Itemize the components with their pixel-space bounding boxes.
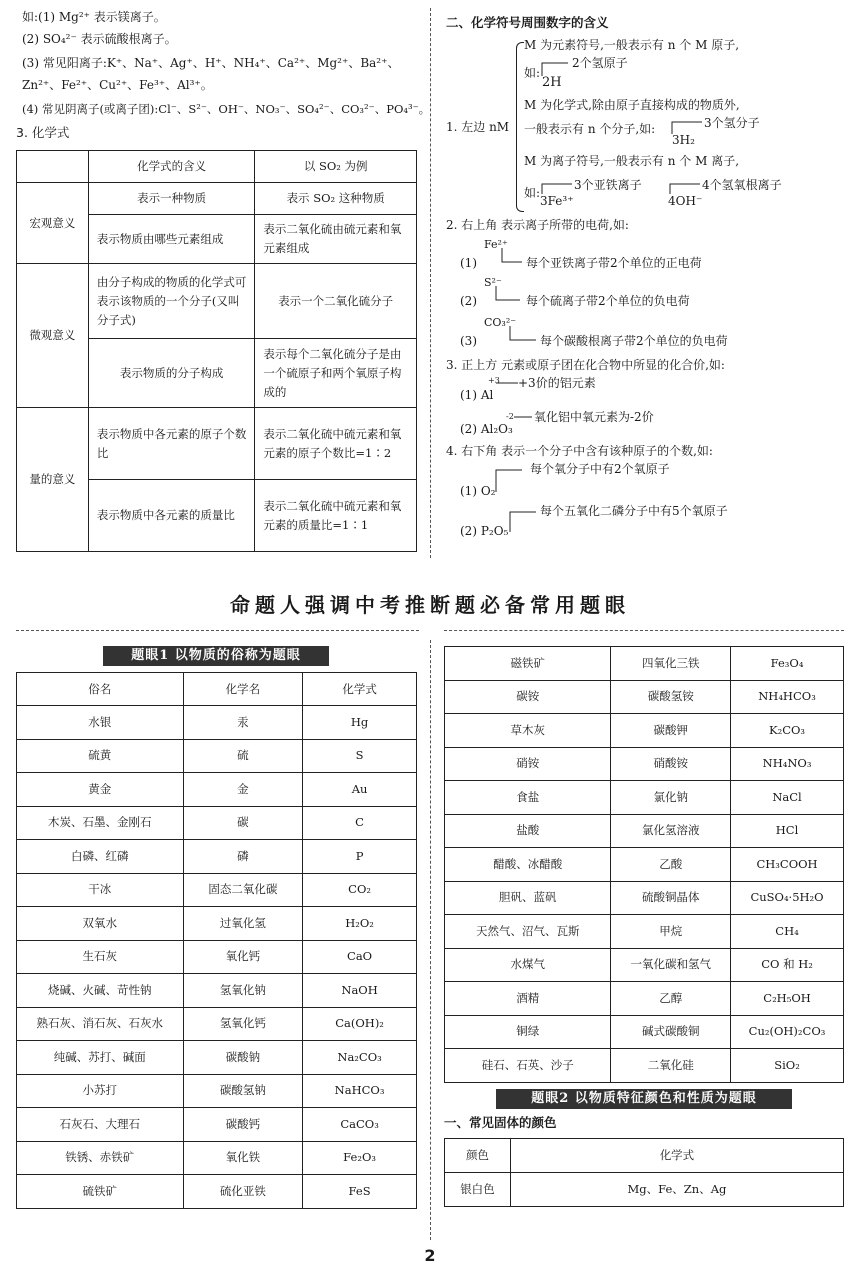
valence-mark: +3: [488, 376, 500, 385]
table-cell: NaOH: [303, 974, 417, 1008]
symbol-example: (2) P₂O₅: [460, 524, 509, 538]
table-cell: 碳酸钙: [183, 1108, 303, 1142]
table-row: [17, 1141, 417, 1175]
table-cell: 碳酸氢钠: [183, 1074, 303, 1108]
table-cell: HCl: [731, 814, 844, 848]
table-cell: 二氧化硅: [611, 1049, 731, 1083]
table-cell: Na₂CO₃: [303, 1041, 417, 1075]
table-cell: 碳酸钾: [611, 714, 731, 748]
table-cell: CaO: [303, 940, 417, 974]
table-cell: 盐酸: [445, 814, 611, 848]
section-3-heading: 3. 化学式: [16, 125, 70, 140]
symbol-note: 3个亚铁离子: [574, 178, 642, 192]
symbol-note: 每个氧分子中有2个氧原子: [530, 462, 670, 476]
table-cell: 硅石、石英、沙子: [445, 1049, 611, 1083]
table-row: [445, 647, 844, 681]
dashed-rule: [16, 630, 419, 631]
dashed-rule: [444, 630, 844, 631]
table-row: [445, 714, 844, 748]
table-cell: 乙酸: [611, 848, 731, 882]
table-row: [445, 915, 844, 949]
item-number: (1): [460, 256, 477, 270]
table-cell: CuSO₄·5H₂O: [731, 881, 844, 915]
table-cell: NaHCO₃: [303, 1074, 417, 1108]
symbol-example: (1) O₂: [460, 484, 496, 498]
table-row: [17, 739, 417, 773]
table-cell: 熟石灰、消石灰、石灰水: [17, 1007, 184, 1041]
pointer-line: [508, 324, 538, 344]
item-1-label: 1. 左边 nM: [446, 120, 510, 134]
rule-line: 如:: [524, 186, 541, 200]
table-corner: [17, 151, 89, 183]
solid-colors-table: [444, 1138, 844, 1207]
symbol-example: 3Fe³⁺: [540, 194, 574, 208]
table-cell: 硫: [183, 739, 303, 773]
table-row: [445, 881, 844, 915]
symbol-note: 2个氢原子: [572, 56, 628, 70]
table-cell: 硫黄: [17, 739, 184, 773]
symbol-example: 4OH⁻: [668, 194, 703, 208]
pointer-line: [494, 284, 522, 304]
table-cell: Fe₂O₃: [303, 1141, 417, 1175]
table-cell: NaCl: [731, 781, 844, 815]
table-cell: 乙醇: [611, 982, 731, 1016]
table-cell: 氧化钙: [183, 940, 303, 974]
table-cell: NH₄NO₃: [731, 747, 844, 781]
table-cell: H₂O₂: [303, 907, 417, 941]
table-cell: 干冰: [17, 873, 184, 907]
symbol-note: 4个氢氧根离子: [702, 178, 782, 192]
pointer-line: [494, 466, 524, 496]
table-row: [445, 814, 844, 848]
table-cell: 由分子构成的物质的化学式可表示该物质的一个分子(又叫分子式): [88, 264, 255, 339]
symbol-example: (2) Al₂O₃: [460, 422, 513, 436]
symbol-note: 氧化铝中氧元素为-2价: [534, 410, 654, 424]
banner-title: 命题人强调中考推断题必备常用题眼: [230, 593, 630, 617]
table-row: [17, 806, 417, 840]
table-cell: 表示物质的分子构成: [88, 339, 255, 408]
table-cell: 铜绿: [445, 1015, 611, 1049]
table-cell: 烧碱、火碱、苛性钠: [17, 974, 184, 1008]
table-cell: 生石灰: [17, 940, 184, 974]
rule-line: M 为化学式,除由原子直接构成的物质外,: [524, 98, 740, 112]
table-cell: 硝酸铵: [611, 747, 731, 781]
table-cell: 小苏打: [17, 1074, 184, 1108]
table-cell: Fe₃O₄: [731, 647, 844, 681]
common-names-table-right: [444, 646, 844, 1083]
table-row: [17, 1074, 417, 1108]
group-label: 宏观意义: [17, 183, 89, 264]
table-cell: 表示每个二氧化硫分子是由一个硫原子和两个氧原子构成的: [255, 339, 417, 408]
table-row: [17, 706, 417, 740]
table-row: [17, 840, 417, 874]
table-cell: 氧化铁: [183, 1141, 303, 1175]
table-row: [445, 982, 844, 1016]
table-header: 颜色: [445, 1139, 511, 1173]
table-cell: 一氧化碳和氢气: [611, 948, 731, 982]
table-cell: 氯化氢溶液: [611, 814, 731, 848]
table-row: [17, 974, 417, 1008]
symbol-example: Fe²⁺: [484, 238, 508, 251]
table-cell: S: [303, 739, 417, 773]
table-row: [17, 1041, 417, 1075]
symbol-note: 每个硫离子带2个单位的负电荷: [526, 294, 690, 308]
table-cell: 过氧化氢: [183, 907, 303, 941]
table-cell: 醋酸、冰醋酸: [445, 848, 611, 882]
table-cell: Ca(OH)₂: [303, 1007, 417, 1041]
table-row: [17, 1007, 417, 1041]
item-3-label: 3. 正上方 元素或原子团在化合物中所显的化合价,如:: [446, 358, 725, 372]
pointer-line: [540, 58, 570, 78]
table-cell: 表示物质由哪些元素组成: [88, 215, 255, 264]
table-cell: P: [303, 840, 417, 874]
item-number: (3): [460, 334, 477, 348]
table-cell: 表示一种物质: [88, 183, 255, 215]
pointer-line: [496, 378, 520, 388]
table-cell: 食盐: [445, 781, 611, 815]
table-cell: 甲烷: [611, 915, 731, 949]
symbol-note: 每个五氧化二磷分子中有5个氧原子: [540, 504, 728, 518]
symbol-note: 3个氢分子: [704, 116, 760, 130]
group-label: 量的意义: [17, 408, 89, 552]
table-cell: 酒精: [445, 982, 611, 1016]
table-cell: 固态二氧化碳: [183, 873, 303, 907]
pointer-line: [508, 506, 538, 536]
table-cell: CH₄: [731, 915, 844, 949]
table-header: 化学式: [303, 673, 417, 706]
table-cell: 氢氧化钠: [183, 974, 303, 1008]
symbol-example: (1) Al: [460, 388, 494, 402]
symbol-example: 3H₂: [672, 133, 695, 147]
table-cell: 表示物质中各元素的原子个数比: [88, 408, 255, 480]
table-cell: 氢氧化钙: [183, 1007, 303, 1041]
table-row: [445, 1049, 844, 1083]
table-cell: 硫酸铜晶体: [611, 881, 731, 915]
table-cell: 碳铵: [445, 680, 611, 714]
example-line-1: 如:(1) Mg²⁺ 表示镁离子。: [22, 10, 166, 24]
table-cell: Hg: [303, 706, 417, 740]
table-cell: 表示二氧化硫中硫元素和氧元素的原子个数比=1∶2: [255, 408, 417, 480]
table-row: [17, 940, 417, 974]
brace-bracket: [516, 42, 524, 212]
table-row: [445, 1015, 844, 1049]
item-4-label: 4. 右下角 表示一个分子中含有该种原子的个数,如:: [446, 444, 713, 458]
table-row: [17, 1175, 417, 1209]
table-cell: FeS: [303, 1175, 417, 1209]
example-line-4: (4) 常见阴离子(或离子团):Cl⁻、S²⁻、OH⁻、NO₃⁻、SO₄²⁻、CO₃²⁻、PO₄³⁻。: [22, 102, 431, 116]
table-cell: 四氧化三铁: [611, 647, 731, 681]
table-cell: 磷: [183, 840, 303, 874]
table-cell: 水煤气: [445, 948, 611, 982]
page-number: 2: [424, 1246, 436, 1265]
table-cell: 碳: [183, 806, 303, 840]
symbol-example: 2H: [542, 75, 562, 90]
table-cell: 水银: [17, 706, 184, 740]
pointer-line: [500, 246, 524, 266]
table-row: [17, 773, 417, 807]
table-row: [445, 680, 844, 714]
table-cell: 表示 SO₂ 这种物质: [255, 183, 417, 215]
table-row: [17, 907, 417, 941]
symbol-example: CO₃²⁻: [484, 316, 517, 329]
table-cell: CaCO₃: [303, 1108, 417, 1142]
symbol-numbers-heading: 二、化学符号周围数字的含义: [446, 15, 609, 30]
table-row: [17, 1108, 417, 1142]
table-header: 化学式的含义: [88, 151, 255, 183]
rule-line: 如:: [524, 66, 541, 80]
table-cell: K₂CO₃: [731, 714, 844, 748]
table-cell: 金: [183, 773, 303, 807]
example-line-3b: Zn²⁺、Fe²⁺、Cu²⁺、Fe³⁺、Al³⁺。: [22, 78, 213, 92]
table-cell: 氯化钠: [611, 781, 731, 815]
table-cell: 石灰石、大理石: [17, 1108, 184, 1142]
table-cell: CH₃COOH: [731, 848, 844, 882]
table-cell: 胆矾、蓝矾: [445, 881, 611, 915]
table-cell: 表示一个二氧化硫分子: [255, 264, 417, 339]
table-cell: 表示二氧化硫由硫元素和氧元素组成: [255, 215, 417, 264]
table-cell: CO 和 H₂: [731, 948, 844, 982]
table-cell: 铁锈、赤铁矿: [17, 1141, 184, 1175]
rule-line: M 为离子符号,一般表示有 n 个 M 离子,: [524, 154, 740, 168]
table-cell: 硫化亚铁: [183, 1175, 303, 1209]
table-cell: 碱式碳酸铜: [611, 1015, 731, 1049]
symbol-note: +3价的铝元素: [518, 376, 596, 390]
table-header: 俗名: [17, 673, 184, 706]
table-row: [17, 873, 417, 907]
formula-meaning-table: [16, 150, 417, 552]
example-line-2: (2) SO₄²⁻ 表示硫酸根离子。: [22, 32, 177, 46]
table-row: [445, 781, 844, 815]
table-cell: CO₂: [303, 873, 417, 907]
table-cell: 木炭、石墨、金刚石: [17, 806, 184, 840]
table-cell: Mg、Fe、Zn、Ag: [510, 1173, 843, 1207]
table-cell: 硝铵: [445, 747, 611, 781]
table-cell: C: [303, 806, 417, 840]
common-names-table-left: [16, 672, 417, 1209]
symbol-note: 每个亚铁离子带2个单位的正电荷: [526, 256, 702, 270]
column-divider: [430, 640, 431, 1240]
table-cell: C₂H₅OH: [731, 982, 844, 1016]
table-cell: 磁铁矿: [445, 647, 611, 681]
table-cell: 碳酸氢铵: [611, 680, 731, 714]
table-cell: Au: [303, 773, 417, 807]
pointer-line: [514, 412, 534, 422]
table-cell: 黄金: [17, 773, 184, 807]
table-cell: Cu₂(OH)₂CO₃: [731, 1015, 844, 1049]
rule-line: M 为元素符号,一般表示有 n 个 M 原子,: [524, 38, 740, 52]
eye-2-title-bar: 题眼2 以物质特征颜色和性质为题眼: [496, 1089, 792, 1109]
table-header: 化学名: [183, 673, 303, 706]
example-line-3a: (3) 常见阳离子:K⁺、Na⁺、Ag⁺、H⁺、NH₄⁺、Ca²⁺、Mg²⁺、Ba²⁺、: [22, 56, 400, 70]
rule-line: 一般表示有 n 个分子,如:: [524, 122, 656, 136]
pointer-line: [668, 178, 702, 196]
table-cell: 纯碱、苏打、碱面: [17, 1041, 184, 1075]
item-number: (2): [460, 294, 477, 308]
table-row: [445, 848, 844, 882]
table-cell: 汞: [183, 706, 303, 740]
item-2-label: 2. 右上角 表示离子所带的电荷,如:: [446, 218, 629, 232]
table-cell: 双氧水: [17, 907, 184, 941]
column-divider: [430, 8, 431, 558]
table-cell: NH₄HCO₃: [731, 680, 844, 714]
table-row: [445, 747, 844, 781]
group-label: 微观意义: [17, 264, 89, 408]
table-cell: 硫铁矿: [17, 1175, 184, 1209]
table-cell: 碳酸钠: [183, 1041, 303, 1075]
table-cell: 天然气、沼气、瓦斯: [445, 915, 611, 949]
symbol-example: S²⁻: [484, 276, 502, 289]
pointer-line: [670, 118, 704, 136]
table-cell: 表示二氧化硫中硫元素和氧元素的质量比=1∶1: [255, 480, 417, 552]
table-header: 化学式: [510, 1139, 843, 1173]
pointer-line: [540, 178, 574, 196]
symbol-note: 每个碳酸根离子带2个单位的负电荷: [540, 334, 728, 348]
table-cell: 白磷、红磷: [17, 840, 184, 874]
table-row: [445, 948, 844, 982]
table-cell: 草木灰: [445, 714, 611, 748]
table-cell: 表示物质中各元素的质量比: [88, 480, 255, 552]
table-cell: 银白色: [445, 1173, 511, 1207]
table-header: 以 SO₂ 为例: [255, 151, 417, 183]
table-cell: SiO₂: [731, 1049, 844, 1083]
eye-1-title-bar: 题眼1 以物质的俗称为题眼: [103, 646, 329, 666]
valence-mark: -2: [506, 412, 514, 421]
solid-colors-heading: 一、常见固体的颜色: [444, 1115, 557, 1130]
